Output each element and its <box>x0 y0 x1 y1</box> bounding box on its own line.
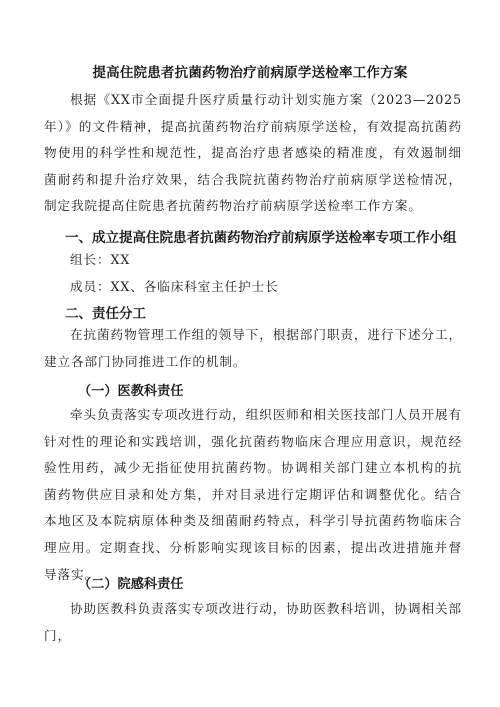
document-title: 提高住院患者抗菌药物治疗前病原学送检率工作方案 <box>92 65 408 81</box>
group-leader-line: 组长：XX <box>70 252 131 267</box>
intro-paragraph: 根据《XX市全面提升医疗质量行动计划实施方案（2023—2025年）》的文件精神，提高抗菌药物治疗前病原学送检，有效提高抗菌药物使用的科学性和规范性，提高治疗患者感染的精准度，有效遏制细菌耐药和提升治疗效果，结合我院抗菌药物治疗前病原学送检情况，制定我院提高住院患者抗菌药物治疗前病原学送检率工作方案。 <box>44 92 462 214</box>
section-1-heading: 一、成立提高住院患者抗菌药物治疗前病原学送检率专项工作小组 <box>65 230 457 246</box>
section-2-heading: 二、责任分工 <box>65 306 146 322</box>
subsection-1-paragraph: 牵头负责落实专项改进行动，组织医师和相关医技部门人员开展有针对性的理论和实践培训，强化抗菌药物临床合理应用意识，规范经验性用药，减少无指征使用抗菌药物。协调相关部门建立本机构的抗菌药物供应目录和处方集，并对目录进行定期评估和调整优化。结合本地区及本院病原体种类及细菌耐药特点，科学引导抗菌药物临床合理应用。定期查找、分析影响实现该目标的因素，提出改进措施并督导落实。 <box>44 407 462 582</box>
group-members-line: 成员：XX、各临床科室主任护士长 <box>70 279 279 294</box>
subsection-2-heading: （二）院感科责任 <box>78 577 184 592</box>
section-2-intro-paragraph: 在抗菌药物管理工作组的领导下，根据部门职责，进行下述分工，建立各部门协同推进工作的机制。 <box>44 327 462 369</box>
subsection-1-heading: （一）医教科责任 <box>78 384 184 399</box>
subsection-2-paragraph: 协助医教科负责落实专项改进行动，协助医教科培训，协调相关部门， <box>44 601 462 643</box>
